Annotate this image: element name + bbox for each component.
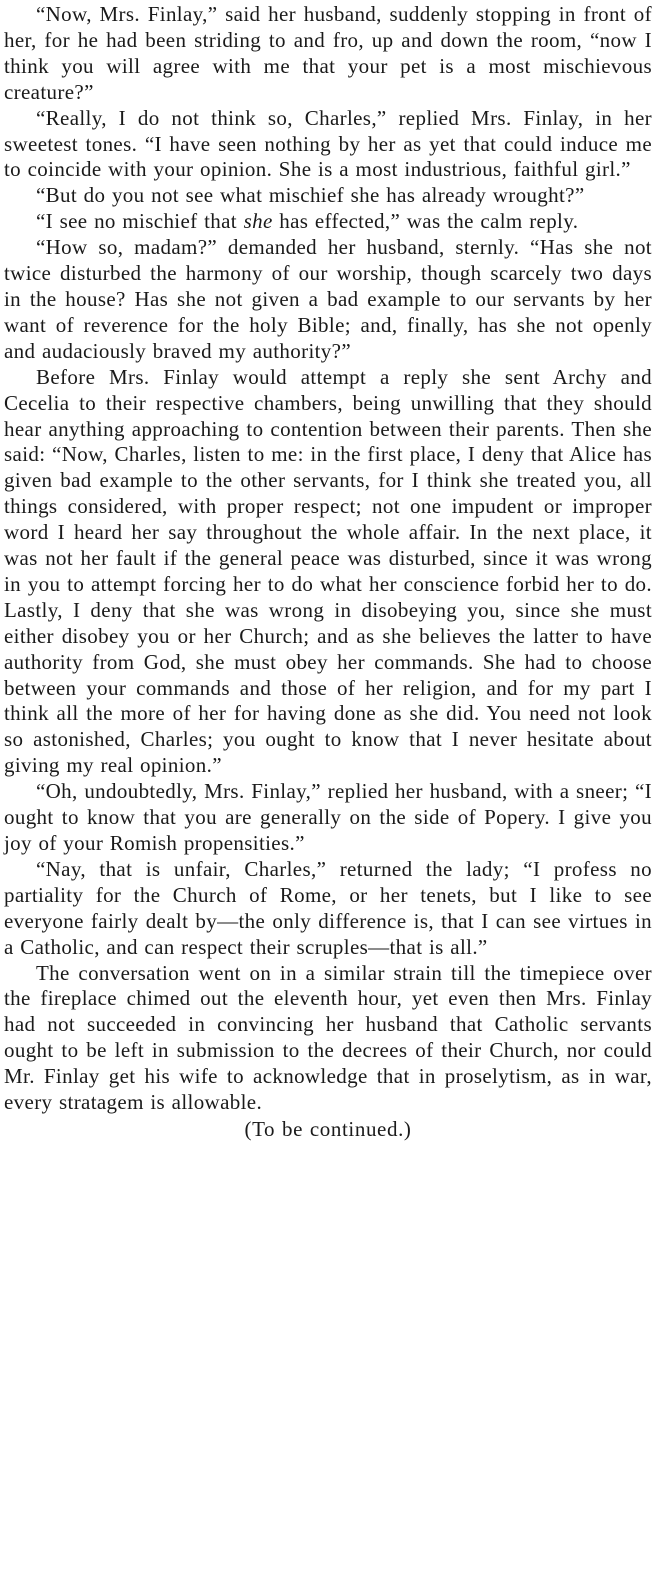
article-page [4, 2, 652, 1143]
paragraph-9 [4, 961, 652, 1116]
paragraph-5-text: “How so, madam?” demanded her husband, sternly. “Has she not twice disturbed the harmony of our worship, though scarcely two days in the house? Has she not given a bad example to our servants by her want of reverence for the holy Bible; and, finally, has she not openly and audaciously braved my authority?” [4, 235, 652, 363]
paragraph-9-text: The conversation went on in a similar strain till the timepiece over the fireplace chimed out the eleventh hour, yet even then Mrs. Finlay had not succeeded in convincing her husband that Catholic servants ought to be left in submission to the decrees of their Church, nor could Mr. Finlay get his wife to acknowledge that in proselytism, as in war, every stratagem is allowable. [4, 960, 652, 1115]
paragraph-4-text-before: “I see no mischief that [36, 209, 244, 234]
paragraph-6-text: Before Mrs. Finlay would attempt a reply she sent Archy and Cecelia to their respective chambers, being unwilling that they should hear anything approaching to contention between their parents. Then she said: “Now, Charles, listen to me: in the first place, I deny that Alice has given bad example to the other servants, for I think she treated you, all things considered, with proper respect; not one impudent or improper word I heard her say throughout the whole affair. In the next place, it was not her fault if the general peace was disturbed, since it was wrong in you to attempt forcing her to do what her conscience forbid her to do. Lastly, I deny that she was wrong in disobeying you, since she must either disobey you or her Church; and as she believes the latter to have authority from God, she must obey her commands. She had to choose between your commands and those of her religion, and for my part I think all the more of her for having done as she did. You need not look so astonished, Charles; you ought to know that I never hesitate about giving my real opinion.” [4, 364, 652, 778]
paragraph-2-text: “Really, I do not think so, Charles,” replied Mrs. Finlay, in her sweetest tones. “I have seen nothing by her as yet that could induce me to coincide with your opinion. She is a most industrious, faithful girl.” [4, 105, 652, 182]
paragraph-4-text-after: has effected,” was the calm reply. [272, 209, 579, 234]
paragraph-6 [4, 365, 652, 780]
paragraph-4 [4, 209, 652, 235]
paragraph-1-text: “Now, Mrs. Finlay,” said her husband, suddenly stopping in front of her, for he had been striding to and fro, up and down the room, “now I think you will agree with me that your pet is a most mischievous creature?” [4, 2, 652, 104]
paragraph-3 [4, 183, 652, 209]
to-be-continued-note: (To be continued.) [244, 1116, 412, 1141]
paragraph-7-text: “Oh, undoubtedly, Mrs. Finlay,” replied her husband, with a sneer; “I ought to know that you are generally on the side of Popery. I give you joy of your Romish propensities.” [4, 779, 652, 855]
paragraph-7 [4, 779, 652, 857]
paragraph-1 [4, 2, 652, 106]
paragraph-5 [4, 235, 652, 365]
paragraph-8-text: “Nay, that is unfair, Charles,” returned the lady; “I profess no partiality for the Church of Rome, or her tenets, but I like to see everyone fairly dealt by—the only difference is, that I can see virtues in a Catholic, and can respect their scruples—that is all.” [4, 856, 652, 959]
paragraph-4-emphasis: she [243, 209, 273, 234]
paragraph-8 [4, 857, 652, 961]
paragraph-3-text: “But do you not see what mischief she has already wrought?” [36, 183, 585, 208]
paragraph-2 [4, 106, 652, 184]
